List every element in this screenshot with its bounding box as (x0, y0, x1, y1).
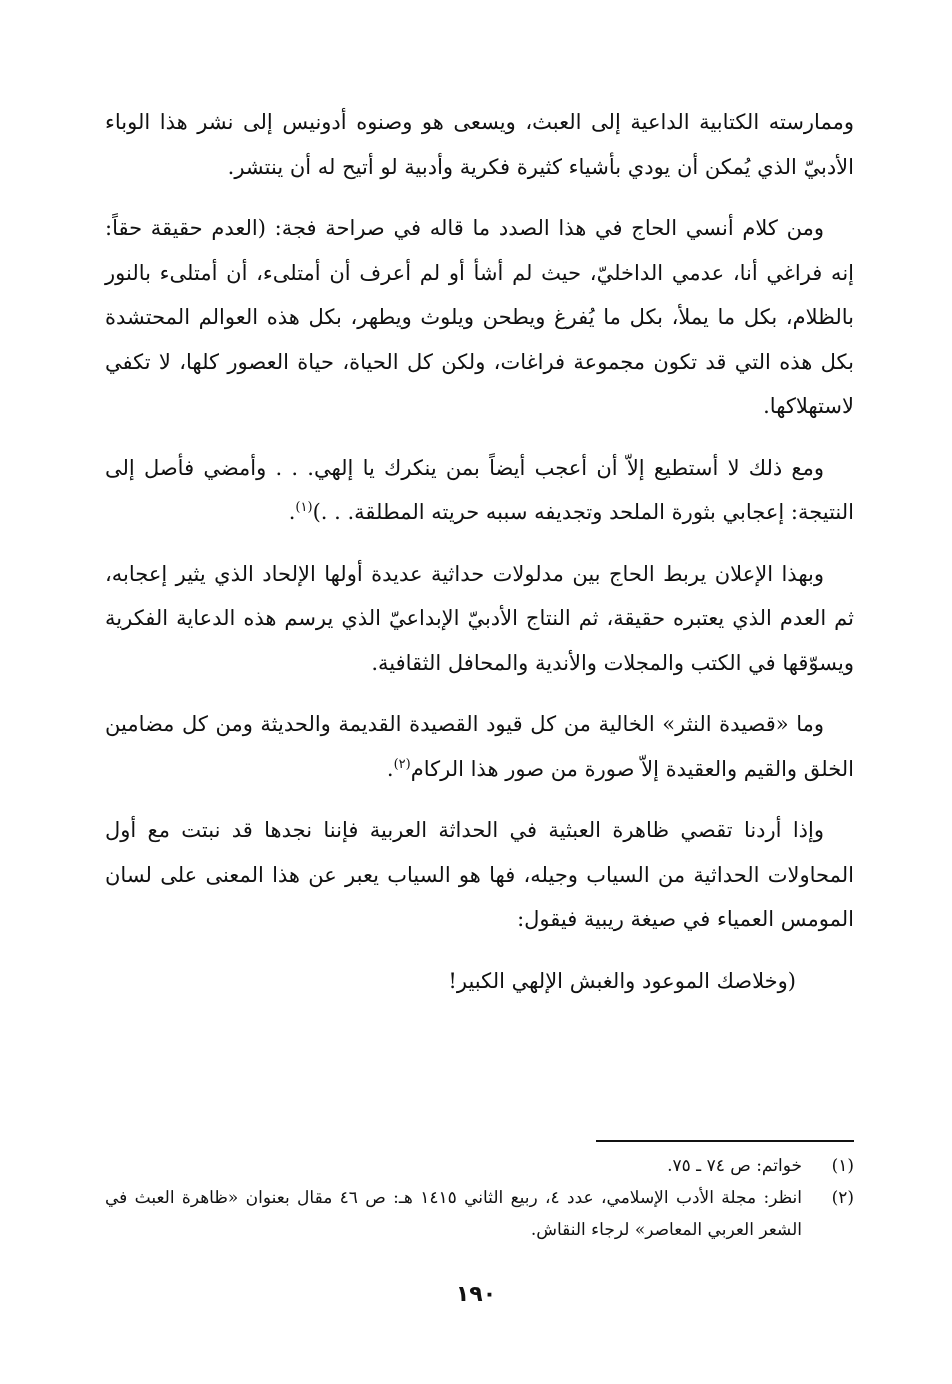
paragraph-5: وما «قصيدة النثر» الخالية من كل قيود القصيدة القديمة والحديثة ومن كل مضامين الخلق والقيم والعقيدة إلاّ صورة من صور هذا الركام$^{(٢)}$. (105, 712, 854, 781)
paragraph-1: وممارسته الكتابية الداعية إلى العبث، ويسعى هو وصنوه أدونيس إلى نشر هذا الوباء الأدبيّ الذي يُمكن أن يودي بأشياء كثيرة فكرية وأدبية لو أتيح له أن ينتشر. (105, 110, 854, 179)
footnote-separator (596, 1140, 854, 1142)
footnote-ref-2: (٢) (393, 756, 411, 772)
paragraph-6: وإذا أردنا تقصي ظاهرة العبثية في الحداثة العربية فإننا نجدها قد نبتت مع أول المحاولات الحداثية من السياب وجيله، فها هو السياب يعبر عن هذا المعنى على لسان المومس العمياء في صيغة ريبية فيقول: (105, 818, 854, 931)
footnote-ref-1: (١) (295, 500, 313, 515)
paragraph-2: ومن كلام أنسي الحاج في هذا الصدد ما قاله في صراحة فجة: (العدم حقيقة حقاً: إنه فراغي أنا، عدمي الداخليّ، حيث لم أشأ أو لم أعرف أن أمتلىء، أن أمتلىء بالنور بالظلام، بكل ما يملأ، بكل ما يُفرغ ويطحن ويلوث ويطهر، بكل هذه العوالم المحتشدة بكل هذه التي قد تكون مجموعة فراغات، ولكن كل الحياة، حياة العصور كلها، لا تكفي لاستهلاكها. (105, 216, 854, 418)
footnote-number: (٢) (831, 1188, 854, 1208)
footnote-1 (105, 1150, 854, 1182)
verse-line: (وخلاصك الموعود والغبش الإلهي الكبير! (448, 968, 796, 993)
footnotes (105, 1150, 854, 1246)
main-text (105, 100, 854, 1020)
footnote-text: انظر: مجلة الأدب الإسلامي، عدد ٤، ربيع الثاني ١٤١٥ هـ: ص ٤٦ مقال بعنوان «ظاهرة العبث في الشعر العربي المعاصر» لرجاء النقاش. (105, 1188, 802, 1240)
footnote-2 (105, 1182, 854, 1246)
footnote-number: (١) (831, 1156, 854, 1176)
page-number: ١٩٠ (455, 1282, 497, 1307)
footnote-text: خواتم: ص ٧٤ ـ ٧٥. (667, 1156, 802, 1176)
paragraph-3: ومع ذلك لا أستطيع إلاّ أن أعجب أيضاً بمن ينكرك يا إلهي. . . وأمضي فأصل إلى النتيجة: إعجابي بثورة الملحد وتجديفه سببه حريته المطلقة. . .)$^{(١)}$. (105, 455, 854, 524)
paragraph-4: وبهذا الإعلان يربط الحاج بين مدلولات حداثية عديدة أولها الإلحاد الذي يثير إعجابه، ثم العدم الذي يعتبره حقيقة، ثم النتاج الأدبيّ الإبداعيّ الذي يرسم هذه الدعاية الفكرية ويسوّقها في الكتب والمجلات والأندية والمحافل الثقافية. (105, 561, 854, 675)
